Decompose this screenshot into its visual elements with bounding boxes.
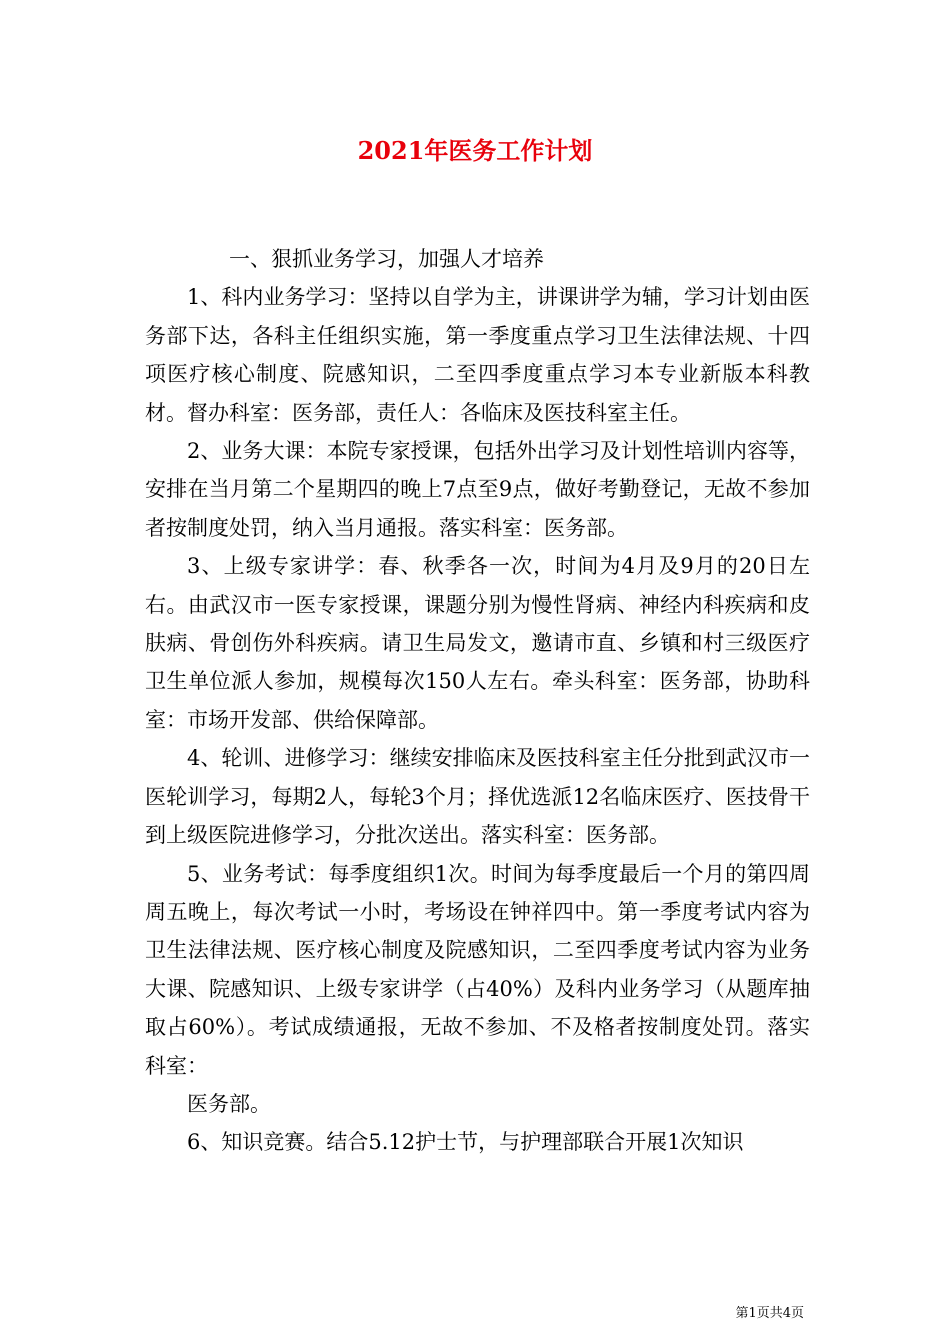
document-body — [145, 240, 810, 1162]
section-heading: 一、狠抓业务学习，加强人才培养 — [229, 247, 544, 271]
paragraph-2: 2、业务大课：本院专家授课，包括外出学习及计划性培训内容等，安排在当月第二个星期四的晚上7点至9点，做好考勤登记，无故不参加者按制度处罚，纳入当月通报。落实科室：医务部。 — [145, 439, 810, 540]
document-title: 2021年医务工作计划 — [357, 136, 593, 165]
paragraph-3: 3、上级专家讲学：春、秋季各一次，时间为4月及9月的20日左右。由武汉市一医专家授课，课题分别为慢性肾病、神经内科疾病和皮肤病、骨创伤外科疾病。请卫生局发文，邀请市直、乡镇和村三级医疗卫生单位派人参加，规模每次150人左右。牵头科室：医务部，协助科室：市场开发部、供给保障部。 — [145, 554, 810, 732]
paragraph-5: 5、业务考试：每季度组织1次。时间为每季度最后一个月的第四周周五晚上，每次考试一小时，考场设在钟祥四中。第一季度考试内容为卫生法律法规、医疗核心制度及院感知识，二至四季度考试内容为业务大课、院感知识、上级专家讲学（占40%）及科内业务学习（从题库抽取占60%）。考试成绩通报，无故不参加、不及格者按制度处罚。落实科室： — [145, 861, 810, 1078]
paragraph-1: 1、科内业务学习：坚持以自学为主，讲课讲学为辅，学习计划由医务部下达，各科主任组织实施，第一季度重点学习卫生法律法规、十四项医疗核心制度、院感知识，二至四季度重点学习本专业新版本科教材。督办科室：医务部，责任人：各临床及医技科室主任。 — [145, 285, 810, 425]
page-number: 第1页共4页 — [735, 1306, 804, 1321]
paragraph-4: 4、轮训、进修学习：继续安排临床及医技科室主任分批到武汉市一医轮训学习，每期2人，每轮3个月；择优选派12名临床医疗、医技骨干到上级医院进修学习，分批次送出。落实科室：医务部。 — [145, 746, 810, 848]
page-number-footer — [735, 1306, 804, 1322]
paragraph-6: 6、知识竞赛。结合5.12护士节，与护理部联合开展1次知识 — [187, 1130, 744, 1155]
paragraph-5-continuation: 医务部。 — [187, 1091, 271, 1116]
